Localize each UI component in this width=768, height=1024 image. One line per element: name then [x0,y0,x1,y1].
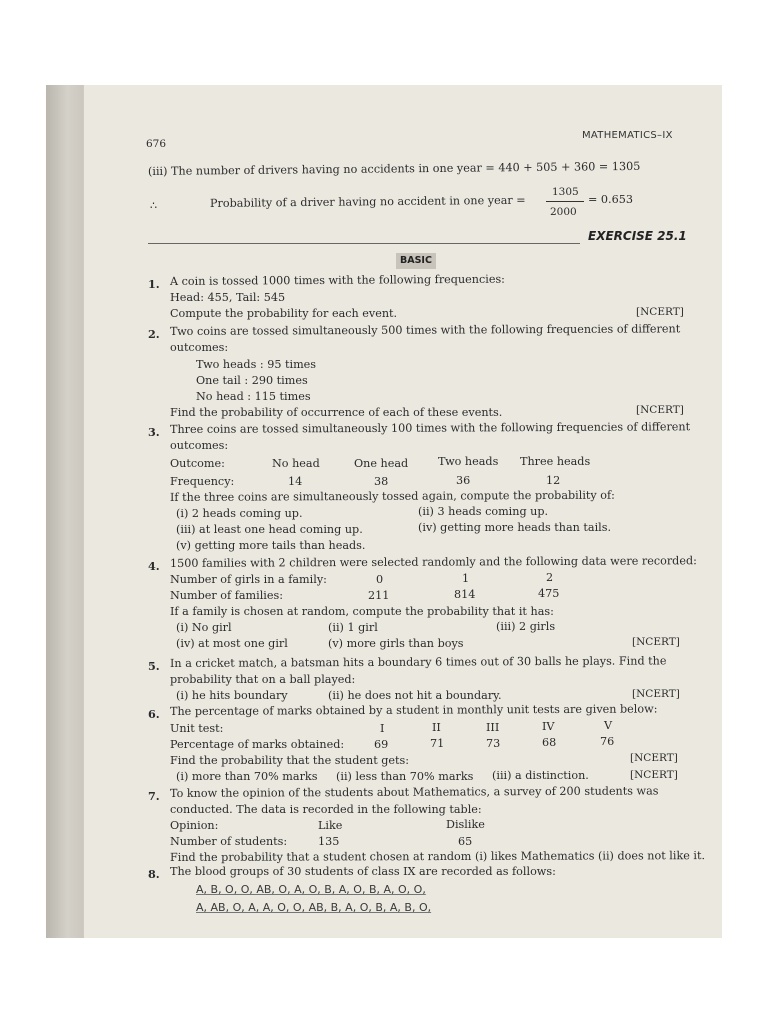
q4-families-c2: 814 [454,588,476,601]
q6-pct-c5: 76 [600,735,615,748]
q3-part-3: (iii) at least one head coming up. [176,523,363,536]
q3-frequency-c3: 36 [456,474,471,487]
q7-opinion-c1: Like [318,819,343,832]
q3-text-line2: outcomes: [170,439,229,452]
q2-text-line2: outcomes: [170,341,229,354]
q6-test-label: Unit test: [170,722,224,735]
page-number: 676 [146,138,167,150]
q4-part-3: (iii) 2 girls [496,620,556,633]
q6-text: The percentage of marks obtained by a student in monthly unit tests are given below: [169,702,658,718]
q2-outcome-2: One tail : 290 times [196,374,308,387]
q3-number: 3. [148,425,160,439]
q2-outcome-3: No head : 115 times [196,390,311,403]
book-photo [46,85,722,938]
q7-number-c1: 135 [318,835,340,848]
q3-outcome-c2: One head [354,457,409,470]
q8-number: 8. [148,867,160,881]
q4-ncert-tag: [NCERT] [632,636,680,648]
q5-text-line1: In a cricket match, a batsman hits a boundary 6 times out of 30 balls he plays. Find the [169,654,667,670]
fraction-bar [546,201,584,202]
q6-part-3: (iii) a distinction. [492,769,589,782]
q6-test-c4: IV [542,720,555,733]
q7-number-c2: 65 [458,835,473,848]
q6-ask: Find the probability that the student gets: [170,754,410,767]
intro-line: (iii) The number of drivers having no accidents in one year = 440 + 505 + 360 = 1305 [147,159,641,178]
q7-number: 7. [148,789,160,803]
q4-part-5: (v) more girls than boys [328,637,464,650]
q6-part-2: (ii) less than 70% marks [336,770,474,783]
q4-ask: If a family is chosen at random, compute the probability that it has: [170,605,554,618]
q6-number: 6. [148,707,160,721]
q8-text: The blood groups of 30 students of class IX are recorded as follows: [170,865,556,878]
q7-text-line2: conducted. The data is recorded in the following table: [170,803,482,816]
q6-pct-c2: 71 [430,737,445,750]
q3-part-5: (v) getting more tails than heads. [176,539,366,552]
q7-opinion-label: Opinion: [170,819,219,832]
q4-part-1: (i) No girl [176,621,232,634]
q3-part-2: (ii) 3 heads coming up. [418,505,549,518]
q4-text: 1500 families with 2 children were selected randomly and the following data were recorded: [169,554,697,570]
book-title: MATHEMATICS–IX [582,130,673,141]
q2-ncert-tag: [NCERT] [636,404,684,416]
q6-ncert-tag-1: [NCERT] [630,752,678,764]
q4-families-label: Number of families: [170,589,284,602]
q3-outcome-label: Outcome: [170,457,225,470]
q6-test-c5: V [604,719,613,732]
q4-families-c3: 475 [538,587,560,600]
q4-girls-c3: 2 [546,571,554,584]
q4-girls-label: Number of girls in a family: [170,573,327,586]
q3-outcome-c4: Three heads [520,455,591,468]
fraction-numerator: 1305 [552,186,579,198]
q4-girls-c2: 1 [462,572,470,585]
q6-test-c3: III [486,721,500,734]
q3-frequency-label: Frequency: [170,475,235,488]
q6-pct-c1: 69 [374,738,389,751]
q5-part-2: (ii) he does not hit a boundary. [328,689,502,702]
q3-frequency-c2: 38 [374,475,389,488]
q3-frequency-c4: 12 [546,474,561,487]
q5-number: 5. [148,659,160,673]
textbook-page [84,85,722,938]
q7-ask: Find the probability that a student chosen at random (i) likes Mathematics (ii) does not like it. [169,849,706,864]
q1-text: A coin is tossed 1000 times with the following frequencies: [169,272,505,288]
q4-girls-c1: 0 [376,573,384,586]
q2-outcome-1: Two heads : 95 times [196,358,317,371]
q2-text-line1: Two coins are tossed simultaneously 500 times with the following frequencies of different [169,322,681,338]
q6-pct-c4: 68 [542,736,557,749]
exercise-title: EXERCISE 25.1 [588,229,687,243]
exercise-rule [148,243,580,244]
q5-text-line2: probability that on a ball played: [170,673,356,686]
q4-part-4: (iv) at most one girl [176,637,288,650]
q8-blood-row-2: A, AB, O, A, A, O, O, AB, B, A, O, B, A, B, O, [196,901,432,914]
probability-result: = 0.653 [588,193,633,206]
q6-test-c2: II [432,721,441,734]
q6-pct-label: Percentage of marks obtained: [170,738,345,751]
q2-ask: Find the probability of occurrence of each of these events. [170,406,503,419]
q6-test-c1: I [380,722,385,735]
q3-outcome-c3: Two heads [438,455,499,468]
q7-opinion-c2: Dislike [446,818,485,831]
q1-data: Head: 455, Tail: 545 [170,291,286,304]
q3-text-line1: Three coins are tossed simultaneously 100 times with the following frequencies of different [169,420,691,436]
q3-part-1: (i) 2 heads coming up. [176,507,303,520]
q1-number: 1. [148,277,160,291]
q4-number: 4. [148,559,160,573]
q7-text-line1: To know the opinion of the students about Mathematics, a survey of 200 students was [169,784,659,800]
q6-pct-c3: 73 [486,737,501,750]
q6-ncert-tag-2: [NCERT] [630,769,678,781]
q4-families-c1: 211 [368,589,390,602]
q3-frequency-c1: 14 [288,475,303,488]
therefore-symbol: ∴ [150,199,158,212]
q6-part-1: (i) more than 70% marks [176,770,318,783]
q2-number: 2. [148,327,160,341]
q3-part-4: (iv) getting more heads than tails. [418,521,612,534]
q4-part-2: (ii) 1 girl [328,621,378,634]
q1-ask: Compute the probability for each event. [170,307,398,320]
fraction-denominator: 2000 [550,206,577,218]
probability-label: Probability of a driver having no accident in one year = [209,193,526,210]
section-label: BASIC [396,253,436,269]
q7-number-label: Number of students: [170,835,288,848]
q3-ask: If the three coins are simultaneously tossed again, compute the probability of: [169,488,615,504]
q8-blood-row-1: A, B, O, O, AB, O, A, O, B, A, O, B, A, O, O, [196,883,426,896]
q5-part-1: (i) he hits boundary [176,689,288,702]
q5-ncert-tag: [NCERT] [632,688,680,700]
q3-outcome-c1: No head [272,457,320,470]
q1-ncert-tag: [NCERT] [636,306,684,318]
